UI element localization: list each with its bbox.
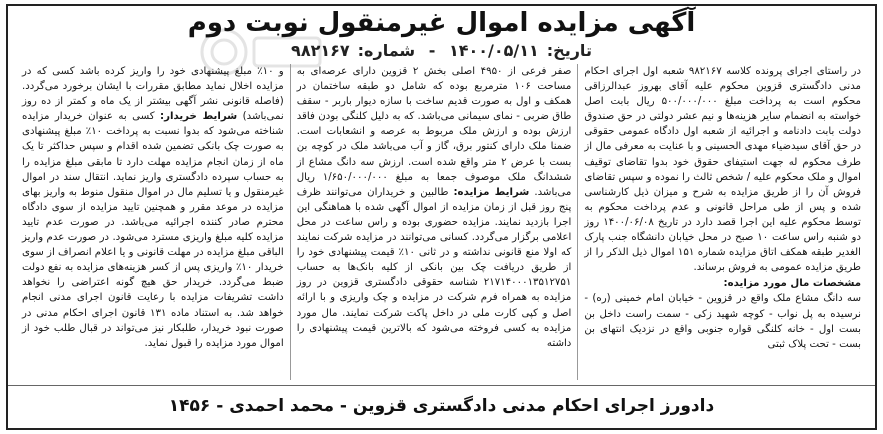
auction-conditions-title: شرایط مزایده: xyxy=(453,186,530,198)
buyer-conditions-title: شرایط خریدار: xyxy=(160,111,238,123)
notice-number: ۹۸۲۱۶۷ xyxy=(291,41,350,60)
notice-frame xyxy=(6,4,877,430)
number-label: شماره: xyxy=(357,41,416,60)
column-right xyxy=(578,64,867,380)
property-spec-text: سه دانگ مشاع ملک واقع در قزوین - خیابان امام خمینی (ره) - نرسیده به پل نواب - کوچه شهید زکی - سمت راست داخل بن بست اول - خانه کلنگی قواره جنوبی واقع در نزدیک انتهای بن بست - تحت پلاک ثبتی xyxy=(584,293,861,350)
column-left xyxy=(16,64,290,380)
property-spec-title: مشخصات مال مورد مزایده: xyxy=(723,278,861,290)
notice-signature-footer: دادورز اجرای احکام مدنی دادگستری قزوین - محمد احمدی - ۱۴۵۶ xyxy=(8,385,875,426)
notice-date-number xyxy=(8,40,875,62)
notice-title: آگهی مزایده اموال غیرمنقول نوبت دوم xyxy=(187,8,696,38)
date-label: تاریخ: xyxy=(546,41,592,60)
right-para-1: در راستای اجرای پرونده کلاسه ۹۸۲۱۶۷ شعبه اول اجرای احکام مدنی دادگستری قزوین محکوم علیه آقای بهروز عبدالرزاقی محکوم است به پرداخت مبلغ ۵۰۰/۰۰۰/۰۰۰ ریال بابت اصل خواسته به انضمام سایر هزینه‌ها و نیم عشر دولتی در حق صندوق دولت بابت دادنامه و اجرائیه از شعبه اول دادگاه عمومی حقوقی در حق آقای سیدضیاء مهدی الحسینی و با عنایت به معرفی مال از طرف محکوم له جهت استیفای حقوق خود بدوا تقاضای توقیف اموال و ملک محکوم علیه / شخص ثالث را نموده و سپس تقاضای فروش آن را از طریق مزایده به شرح و میزان ذیل کارشناسی شده و پس از طی مراحل قانونی و عدم پرداخت محکوم به توسط محکوم علیه این اجرا قصد دارد در تاریخ ۱۴۰۰/۰۶/۰۸ روز دو شنبه راس ساعت ۱۰ صبح در محل خیابان دانشگاه جنب پارک الغدیر طبقه همکف اتاق مزایده شماره ۱۵۱ اموال ذیل الذکر را از طریق مزایده عمومی به فروش برساند. xyxy=(584,66,862,274)
column-middle xyxy=(290,64,579,380)
left-para-1: و ۱۰٪ مبلغ پیشنهادی خود را واریز کرده باشد کسی که در مزایده اخلال نماید مطابق مقررات با ایشان برخورد می‌گردد. (فاصله قانونی نشر آگهی بیشتر از یک ماه و کمتر از ده روز نمی‌باشد) xyxy=(21,66,284,123)
notice-date: ۱۴۰۰/۰۵/۱۱ xyxy=(448,41,539,60)
separator: - xyxy=(428,41,436,60)
buyer-conditions-text: کسی به عنوان خریدار مزایده شناخته می‌شود که بدوا نسبت به پرداخت ۱۰٪ مبلغ پیشنهادی به صورت چک بانکی تضمین شده اقدام و سپس حداکثر تا یک ماه از زمان انجام مزایده مهلت دارد تا مابقی مبلغ مزایده را به حساب سپرده دادگستری واریز نماید. انتقال سند در اموال غیرمنقول و یا تسلیم مال در اموال منقول منوط به واریز بهای مزایده در موعد مقرر و همچنین تایید مزایده از سوی دادگاه محترم صادر کننده اجرائیه می‌باشد. در صورت عدم تایید مزایده کلیه مبلغ واریزی مسترد می‌شود. در صورت عدم واریز الباقی مبلغ مزایده در مهلت قانونی و یا اعلام انصراف از سوی خریدار ۱۰٪ واریزی پس از کسر هزینه‌های مزایده به نفع دولت ضبط می‌گردد. خریدار حق هیچ گونه اعتراضی را نخواهد داشت تشریفات مزایده با رعایت قانون اجرای مدنی انجام خواهد شد. به استناد ماده ۱۳۱ قانون اجرای احکام مدنی در صورت نبود خریدار، طلبکار نیز می‌تواند در قبال طلب خود از اموال مورد مزایده را قبول نماید. xyxy=(21,111,284,349)
notice-body-columns xyxy=(16,64,867,380)
auction-conditions-text: طالبین و خریداران می‌توانند ظرف پنج روز قبل از زمان مزایده از اموال آگهی شده با هماهنگی این اجرا بازدید نمایند. مزایده حضوری بوده و راس ساعت در محل اعلامی برگزار می‌گردد. کسانی می‌توانند در مزایده شرکت نمایند که اولا منع قانونی نداشته و در ثانی ۱۰٪ قیمت پیشنهادی خود را از طریق دریافت چک بین بانکی از کلیه بانک‌ها به حساب ۲۱۷۱۴۰۰۰۱۳۵۱۲۷۵۱ شناسه حقوقی دادگستری قزوین در روز مزایده به همراه فرم شرکت در مزایده و چک واریزی و با ارائه اصل و کپی کارت ملی در داخل پاکت شرکت نمایند. مال مورد مزایده به کسی فروخته می‌شود که بالاترین قیمت پیشنهادی را داشته xyxy=(296,186,572,349)
middle-para-1: صفر فرعی از ۴۹۵۰ اصلی بخش ۲ قزوین دارای عرصه‌ای به مساحت ۱۰۶ مترمربع بوده که شامل دو طبقه ساختمان در همکف و اول به صورت قدیم ساخت با سازه دیوار باربر - سقف طاق ضربی - نمای سیمانی می‌باشد. که به دلیل کلنگی بودن فاقد ارزش بوده و ارزش ملک مربوط به عرصه و انشعابات است. ضمنا ملک دارای کنتور برق، گاز و آب می‌باشد ملک در کوچه بن بست با عرض ۲ متر واقع شده است. ارزش سه دانگ مشاع از ششدانگ ملک موصوف جمعا به مبلغ ۱/۶۵۰/۰۰۰/۰۰۰ ریال می‌باشد. xyxy=(296,66,572,198)
